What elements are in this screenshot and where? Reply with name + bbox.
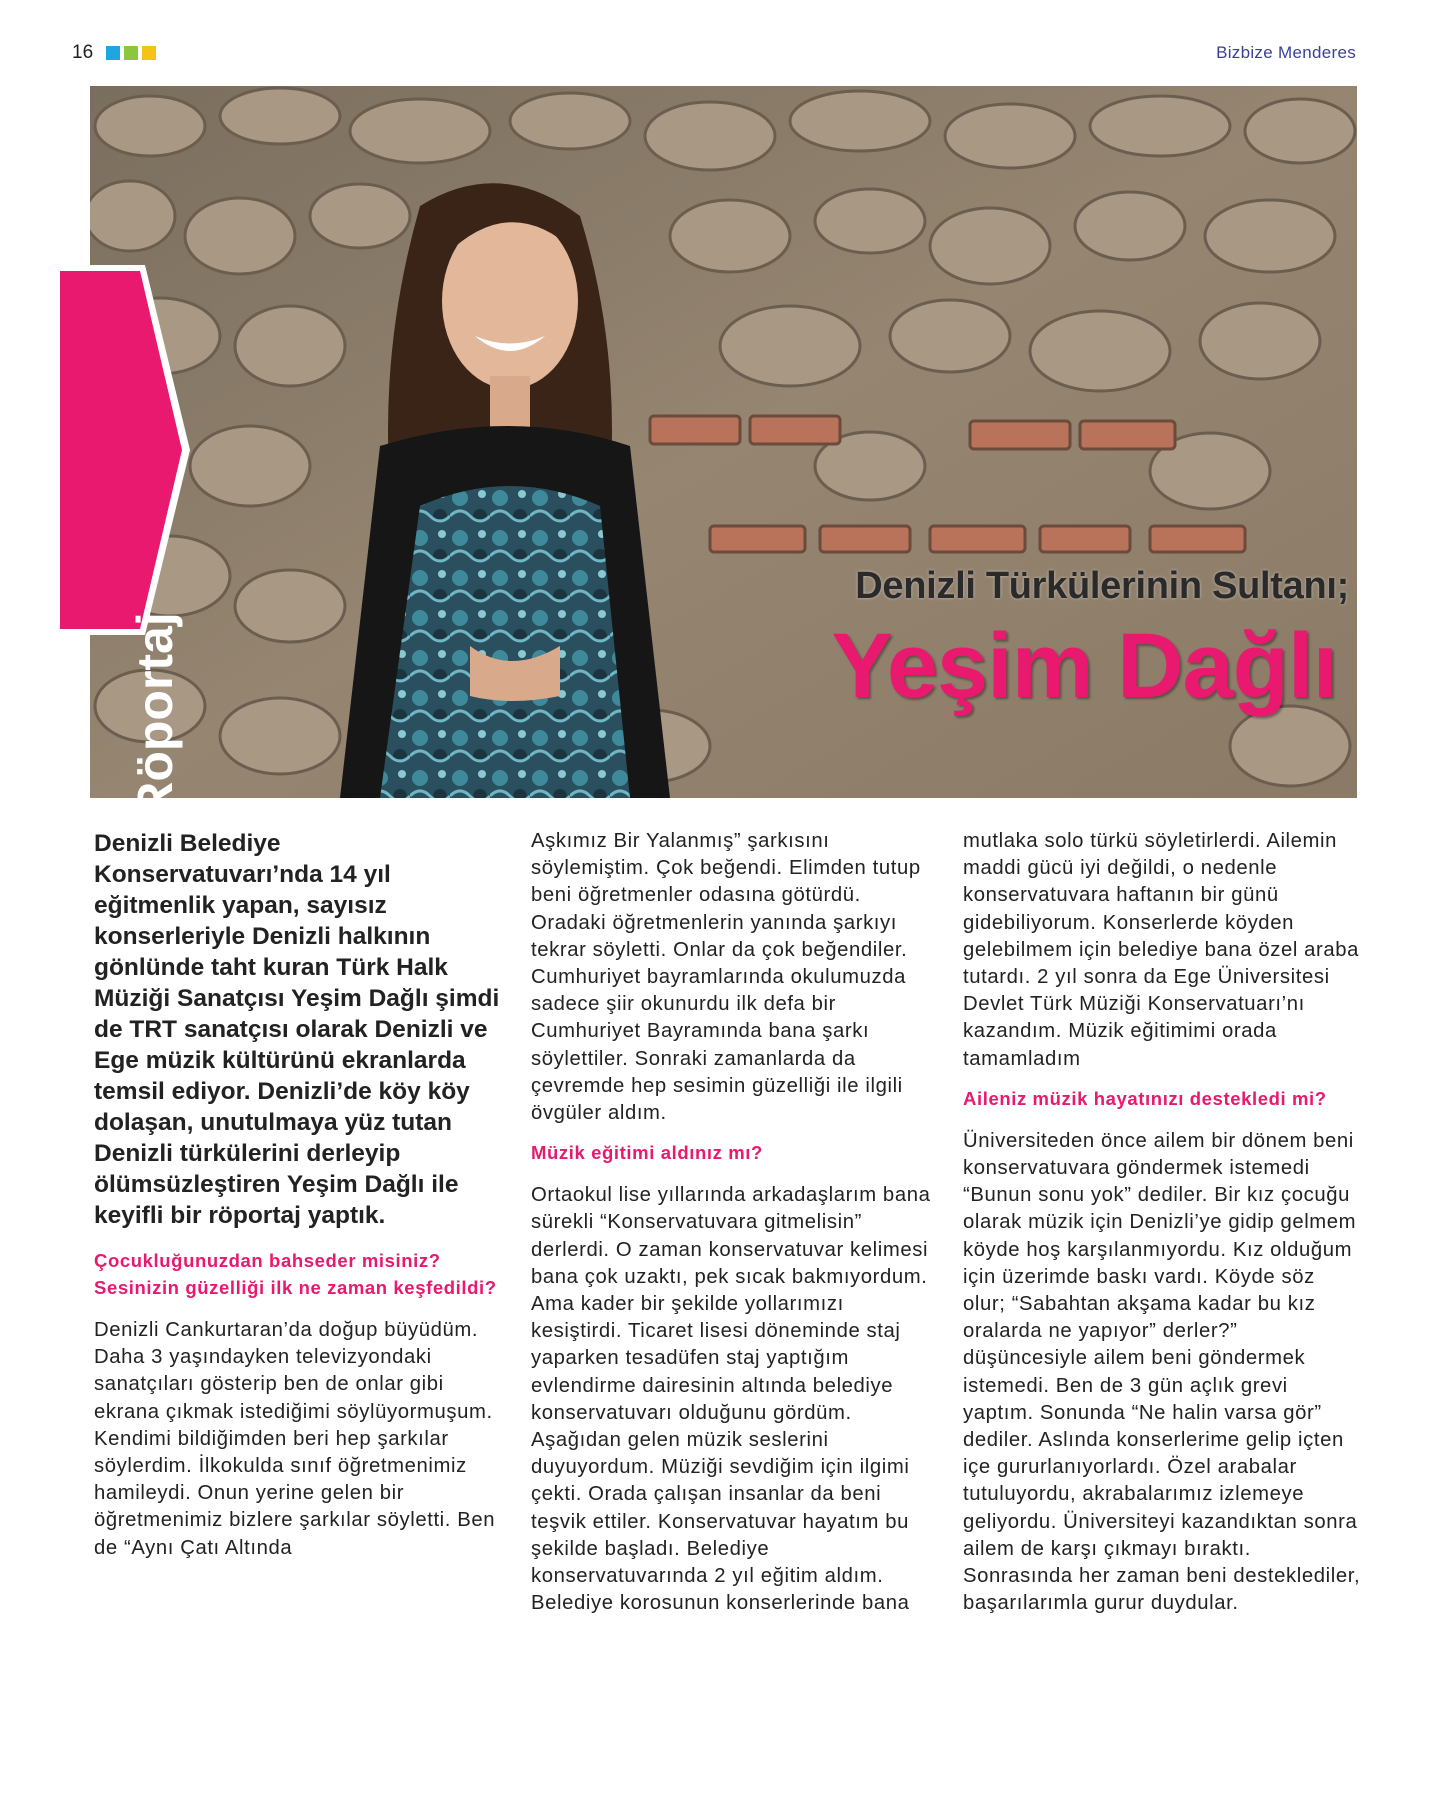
answer-1-part-2: Aşkımız Bir Yalanmış” şarkısını söylemiştim. Çok beğendi. Elimden tutup beni öğretmenler odasına götürdü. Oradaki öğretmenlerin yanında şarkıyı tekrar söyletti. Onlar da çok beğendiler. Cumhuriyet bayramlarında okulumuzda sadece şiir okunurdu ilk defa bir Cumhuriyet Bayramında bana şarkı söylettiler. Sonraki zamanlarda da çevremde hep sesimin güzelliği ile ilgili övgüler aldım. <box>531 830 921 1125</box>
headline-line-2: Yeşim Dağlı <box>831 615 1337 717</box>
column-2 <box>531 828 931 1617</box>
answer-2-part-2: mutlaka solo türkü söyletirlerdi. Ailemin maddi gücü iyi değildi, o nedenle konservatuvara haftanın bir günü gidebiliyorum. Konserlerde köyden gelebilmem için belediye bana özel araba tutardı. 2 yıl sonra da Ege Üniversitesi Devlet Türk Müziği Konservatuarı’nı kazandım. Müzik eğitimimi orada tamamladım <box>963 830 1360 1070</box>
color-squares <box>106 46 156 60</box>
blue-square <box>106 46 120 60</box>
question-2: Müzik eğitimi aldınız mı? <box>531 1142 763 1164</box>
question-3: Aileniz müzik hayatınızı destekledi mi? <box>963 1087 1327 1109</box>
column-1 <box>94 828 504 1562</box>
answer-2-part-1: Ortaokul lise yıllarında arkadaşlarım bana sürekli “Konservatuvara gitmelisin” derlerdi. O zaman konservatuvar kelimesi bana çok uzaktı, pek sıcak bakmıyordum. Ama kader bir şekilde yollarımızı kesiştirdi. Ticaret lisesi döneminde staj yaparken tesadüfen staj yaptığım evlendirme dairesinin altında belediye konservatuvarı olduğunu gördüm. Aşağıdan gelen müzik seslerini duyuyordum. Müziği sevdiğim için ilgimi çekti. Orada çalışan insanlar da beni teşvik ettiler. Konservatuvar hayatım bu şekilde başladı. Belediye konservatuvarında 2 yıl eğitim aldım. Belediye korosunun konserlerinde bana <box>531 1184 931 1615</box>
headline-line-1: Denizli Türkülerinin Sultanı; <box>855 565 1349 607</box>
section-label: Röportaj <box>127 612 183 818</box>
answer-1-part-1: Denizli Cankurtaran’da doğup büyüdüm. Daha 3 yaşındayken televizyondaki sanatçıları gösterip ben de onlar gibi ekrana çıkmak istediğimi söylüyormuşum. Kendimi bildiğimden beri hep şarkılar söylerdim. İlkokulda sınıf öğretmenimiz hamileydi. Onun yerine gelen bir öğretmenimiz bizlere şarkılar söyletti. Ben de “Aynı Çatı Altında <box>94 1319 496 1559</box>
green-square <box>124 46 138 60</box>
article-lead: Denizli Belediye Konservatuvarı’nda 14 yıl eğitmenlik yapan, sayısız konserleriyle Denizli halkının gönlünde taht kuran Türk Halk Müziği Sanatçısı Yeşim Dağlı şimdi de TRT sanatçısı olarak Denizli ve Ege müzik kültürünü ekranlarda temsil ediyor. Denizli’de köy köy dolaşan, unutulmaya yüz tutan Denizli türkülerini derleyip ölümsüzleştiren Yeşim Dağlı ile keyifli bir röportaj yaptık. <box>94 830 500 1229</box>
yellow-square <box>142 46 156 60</box>
page-number: 16 <box>72 42 94 63</box>
question-1: Çocukluğunuzdan bahseder misiniz? Sesinizin güzelliği ilk ne zaman keşfedildi? <box>94 1250 497 1298</box>
section-tab <box>60 265 190 818</box>
column-3 <box>963 828 1363 1617</box>
magazine-name: Bizbize Menderes <box>1216 43 1356 62</box>
answer-3: Üniversiteden önce ailem bir dönem beni konservatuvara göndermek istemedi “Bunun sonu yok” dediler. Bir kız çocuğu olarak müzik için Denizli’ye gidip gelmem köyde hoş karşılanmıyordu. Kız olduğum için üzerimde baskı vardı. Köyde söz olur; “Sabahtan akşama kadar bu kız oralarda ne yapıyor” derler?” düşüncesiyle ailem beni göndermek istemedi. Ben de 3 gün açlık grevi yaptım. Sonunda “Ne halin varsa gör” dediler. Aslında konserlerime gelip içten içe gururlanıyorlardı. Özel arabalar tutuluyordu, akrabalarımız izlemeye geliyordu. Üniversiteyi kazandıktan sonra ailem de karşı çıkmayı bıraktı. Sonrasında her zaman beni desteklediler, başarılarımla gurur duydular. <box>963 1129 1361 1615</box>
